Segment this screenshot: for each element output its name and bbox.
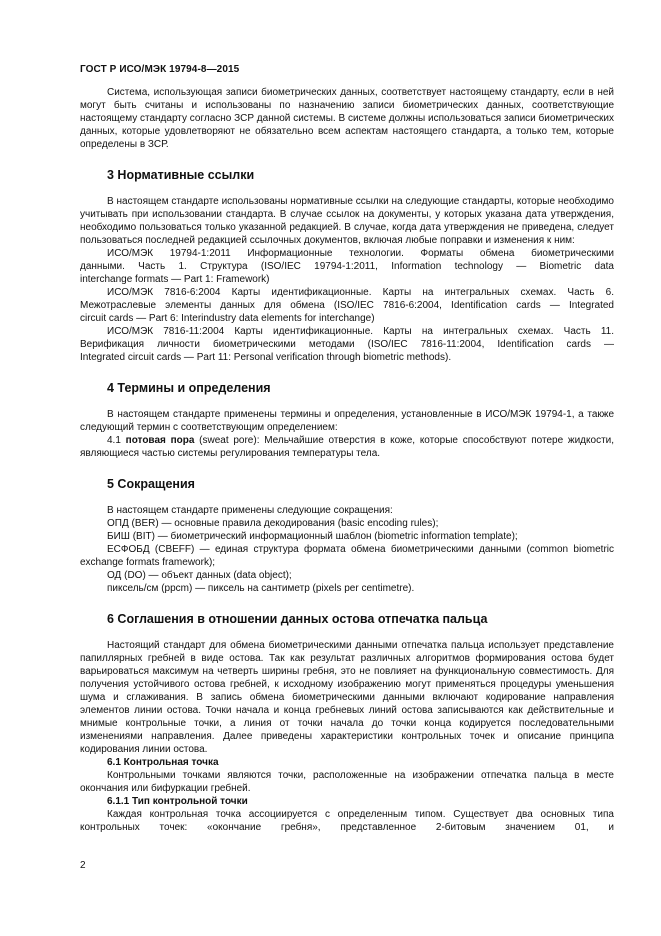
term-name: потовая пора xyxy=(125,435,195,446)
reference-3-line-3: Integrated circuit cards — Part 11: Personal verification through biometric methods). xyxy=(80,352,452,363)
reference-1-line-3: interchange formats — Part 1: Framework) xyxy=(80,274,270,285)
page-content xyxy=(80,86,614,834)
reference-1 xyxy=(80,247,614,286)
term-definition-text: (sweat pore): Мельчайшие отверстия в коже, которые способствуют потере жидкости, являющиеся частью системы регулирования температуры тела. xyxy=(80,435,615,459)
subsection-6-1-text: Контрольными точками являются точки, расположенные на изображении отпечатка пальца в месте окончания или бифуркации гребней. xyxy=(80,770,614,794)
subsection-6-1-1-heading: 6.1.1 Тип контрольной точки xyxy=(107,796,248,807)
reference-3-line-2: Верификация личности биометрическими методами (ISO/IEC 7816-11:2004, Identification cards — xyxy=(80,339,614,350)
subsection-6-1-heading: 6.1 Контрольная точка xyxy=(107,757,219,768)
reference-2-line-2: Межотраслевые элементы данных для обмена (ISO/IEC 7816-6:2004, Identification cards — Integrated xyxy=(80,300,614,311)
term-definition xyxy=(80,434,614,460)
section-3-intro: В настоящем стандарте использованы нормативные ссылки на следующие стандарты, которые необходимо учитывать при использовании стандарта. В случае ссылок на документы, у которых указана дата утверждения, необходимо пользоваться только указанной редакцией. В случае, когда дата утверждения не приведена, следует пользоваться последней редакцией ссылочных документов, включая любые поправки и изменения к ним: xyxy=(80,196,614,246)
reference-3 xyxy=(80,325,614,364)
abbreviation-item: ОД (DO) — объект данных (data object); xyxy=(107,570,292,581)
section-4-intro: В настоящем стандарте применены термины и определения, установленные в ИСО/МЭК 19794-1, а также следующий термин с соответствующим определением: xyxy=(80,409,614,433)
section-6-paragraph: Настоящий стандарт для обмена биометрическими данными отпечатка пальца использует представление папиллярных гребней в виде остова. Так как результат различных алгоритмов формирования остова будет варьироваться максимум на четверть ширины гребня, это не повлияет на функциональную совместимость. Для получения устойчивого остова гребней, к исходному изображению могут применяться процедуры уменьшения шума и сглаживания. В запись обмена биометрическими данными включают кодирование направления элементов линии остова. Точки начала и конца гребневых линий остова записываются как действительные и мнимые контрольные точки, а линия от точки начала до точки конца кодируется последовательными изменениями направления. Далее приведены характеристики контрольных точек и описание принципа кодирования линии остова. xyxy=(80,640,614,755)
section-3-heading: 3 Нормативные ссылки xyxy=(107,168,255,182)
abbreviation-item: ОПД (BER) — основные правила декодирования (basic encoding rules); xyxy=(107,518,439,529)
abbreviation-item: пиксель/см (ppcm) — пиксель на сантиметр (pixels per centimetre). xyxy=(107,583,415,594)
section-6-heading: 6 Соглашения в отношении данных остова отпечатка пальца xyxy=(107,612,488,626)
abbreviation-item: БИШ (BIT) — биометрический информационный шаблон (biometric information template); xyxy=(107,531,518,542)
abbreviation-item: ЕСФОБД (CBEFF) — единая структура формата обмена биометрическими данными (common biometric exchange formats framework); xyxy=(80,544,614,568)
reference-3-line-1: ИСО/МЭК 7816-11:2004 Карты идентификационные. Карты на интегральных схемах. Часть 11. xyxy=(107,326,614,337)
reference-1-line-1: ИСО/МЭК 19794-1:2011 Информационные технологии. Форматы обмена биометрическими xyxy=(107,248,614,259)
reference-2-line-3: circuit cards — Part 6: Interindustry data elements for interchange) xyxy=(80,313,375,324)
reference-2 xyxy=(80,286,614,325)
intro-paragraph: Система, использующая записи биометрических данных, соответствует настоящему стандарту, если в ней могут быть считаны и использованы по назначению записи биометрических данных, соответствующие настоящему стандарту согласно ЗСР данной системы. В системе должны использоваться записи биометрических данных, которые удовлетворяют не обязательно всем аспектам настоящего стандарта, а только тем, которые определены в ЗСР. xyxy=(80,87,614,150)
section-5-intro: В настоящем стандарте применены следующие сокращения: xyxy=(107,505,393,516)
reference-2-line-1: ИСО/МЭК 7816-6:2004 Карты идентификационные. Карты на интегральных схемах. Часть 6. xyxy=(107,287,614,298)
reference-1-line-2: данными. Часть 1. Структура (ISO/IEC 19794-1:2011, Information technology — Biometric data xyxy=(80,261,614,272)
section-4-heading: 4 Термины и определения xyxy=(107,381,271,395)
document-header: ГОСТ Р ИСО/МЭК 19794-8—2015 xyxy=(80,64,240,75)
section-5-heading: 5 Сокращения xyxy=(107,477,195,491)
subsection-6-1-1-text: Каждая контрольная точка ассоциируется с определенным типом. Существует два основных типа контрольных точек: «окончание гребня», представленное 2-битовым значением 01, и xyxy=(80,809,614,833)
term-number: 4.1 xyxy=(107,435,121,446)
page-number: 2 xyxy=(80,860,86,871)
